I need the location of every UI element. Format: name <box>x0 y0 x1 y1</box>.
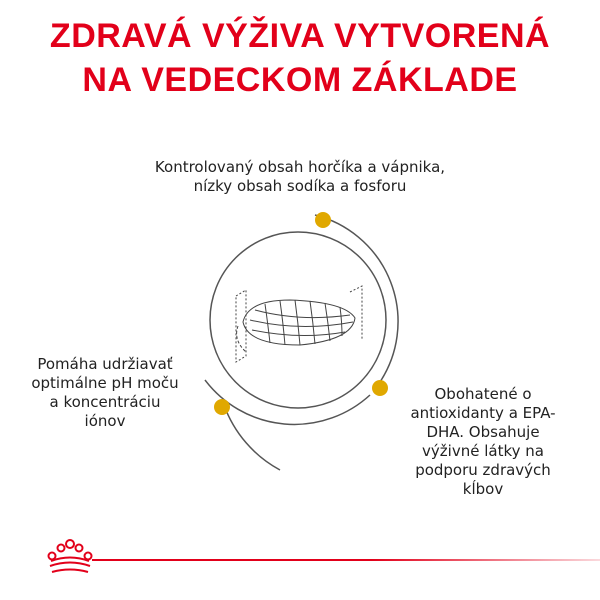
benefit-urine-ph-line-4: iónov <box>84 412 126 430</box>
benefit-urine-ph-line-1: Pomáha udržiavať <box>37 355 173 373</box>
benefit-urine-ph-line-2: optimálne pH moču <box>31 374 179 392</box>
page-headline <box>0 14 600 102</box>
outer-arc-left <box>224 405 280 470</box>
benefit-antioxidants-line-3: DHA. Obsahuje <box>426 423 540 441</box>
benefit-antioxidants-line-2: antioxidanty a EPA- <box>410 404 556 422</box>
benefit-urine-ph-line-3: a koncentráciu <box>49 393 161 411</box>
footer-divider <box>92 559 600 561</box>
benefit-antioxidants-line-1: Obohatené o <box>434 385 532 403</box>
marker-top <box>315 212 331 228</box>
kibble-icon <box>236 286 362 362</box>
headline-line-2: NA VEDECKOM ZÁKLADE <box>82 61 518 99</box>
benefits-diagram <box>160 190 450 490</box>
marker-left <box>214 399 230 415</box>
marker-right <box>372 380 388 396</box>
benefit-antioxidants-line-5: podporu zdravých <box>415 461 551 479</box>
benefit-minerals-line-2: nízky obsah sodíka a fosforu <box>193 177 407 195</box>
benefit-antioxidants-line-6: kĺbov <box>462 480 504 498</box>
outer-arc-right <box>315 215 398 382</box>
benefit-antioxidants-line-4: výživné látky na <box>422 442 544 460</box>
benefit-minerals-line-1: Kontrolovaný obsah horčíka a vápnika, <box>154 158 446 176</box>
headline-line-1: ZDRAVÁ VÝŽIVA VYTVORENÁ <box>49 17 551 55</box>
crown-logo <box>44 536 96 578</box>
